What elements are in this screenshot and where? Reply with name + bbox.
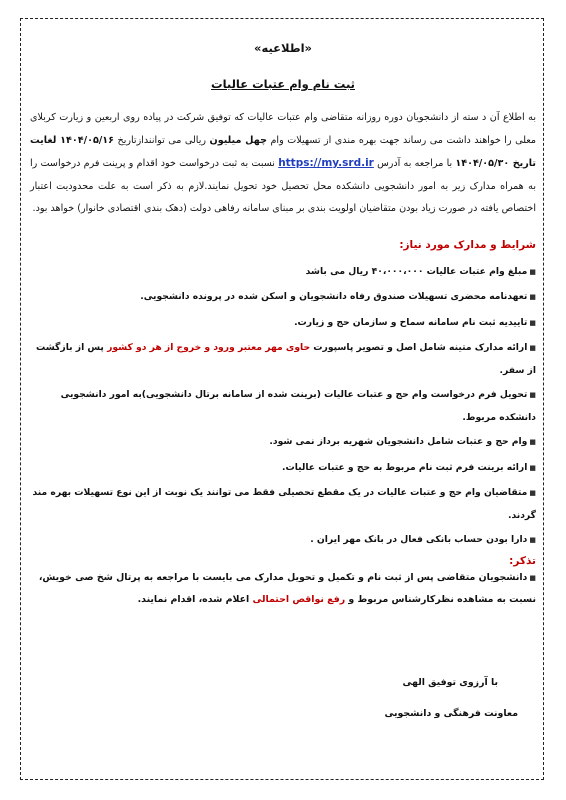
bullet-icon: ■: [529, 573, 536, 582]
bullet-icon: ■: [529, 463, 536, 472]
intro-paragraph: [30, 107, 536, 221]
intro-text-3: لغایت تاریخ: [30, 134, 536, 170]
bullet-icon: ■: [529, 318, 536, 327]
intro-text-4: با مراجعه به آدرس: [373, 158, 456, 170]
list-item: ■ارائه برینت فرم ثبت نام مربوط به حج و عتبات عالیات.: [281, 461, 536, 473]
start-date: ۱۴۰۴/۰۵/۱۶: [60, 134, 115, 146]
page-title: «اطلاعیه»: [254, 41, 312, 55]
closing-wish: با آرزوی توفیق الهی: [402, 676, 498, 688]
bullet-icon: ■: [529, 438, 536, 447]
list-item: ■دارا بودن حساب بانکی فعال در بانک مهر ایران .: [310, 534, 536, 546]
announcement: [30, 30, 536, 719]
end-date: ۱۴۰۴/۰۵/۳۰: [455, 158, 510, 170]
list-item: ■تحویل فرم درخواست وام حج و عتبات عالیات (برینت شده از سامانه برتال دانشجویی)به امور دانشجویی دانشکده مربوط.: [60, 389, 536, 423]
list-item: ■تاییدیه ثبت نام سامانه سماح و سازمان حج و زیارت.: [294, 316, 536, 328]
announcement-subtitle: ثبت نام وام عتبات عالیات: [211, 77, 355, 91]
bullet-icon: ■: [529, 344, 536, 353]
bullet-icon: ■: [529, 489, 536, 498]
requirements-heading: شرایط و مدارک مورد نیاز:: [399, 238, 536, 251]
bullet-icon: ■: [529, 267, 536, 276]
note-highlight: رفع نواقص احتمالی: [252, 593, 346, 605]
signature-department: معاونت فرهنگی و دانشجویی: [384, 707, 518, 719]
passport-stamp-note: حاوی مهر معتبر ورود و خروج از هر دو کشور: [107, 342, 311, 354]
intro-text-1: به اطلاع آن د سته از دانشجویان دوره روزانه متقاضی وام عتبات عالیات که توفیق شرکت در پیاده روی اربعین و زیارت کربلای معلی را خواهند داشت می رساند جهت بهره مندی از تسهیلات وام: [30, 112, 537, 146]
bullet-icon: ■: [529, 391, 536, 400]
list-item: ■ارائه مدارک متینه شامل اصل و تصویر پاسپورت حاوی مهر معتبر ورود و خروج از هر دو کشور پس از بازگشت از سفر.: [35, 342, 536, 376]
list-item: ■متقاضیان وام حج و عتبات عالیات در یک مقطع تحصیلی فقط می توانند یک نوبت از این نوع تسهیلات بهره مند گردند.: [32, 487, 536, 521]
list-item: ■تعهدنامه محضری تسهیلات صندوق رفاه دانشجویان و اسکن شده در پرونده دانشجویی.: [140, 291, 536, 303]
bullet-icon: ■: [529, 536, 536, 545]
intro-text-2: ریالی می توانندازتاریخ: [114, 134, 210, 146]
note-paragraph: ■دانشجویان متقاضی پس از ثبت نام و تکمیل و تحویل مدارک می بایست با مراجعه به پرتال شخ صی خویش، نسبت به مشاهده نظرکارشناس مربوط و رفع نواقص احتمالی اعلام شده، اقدام نمایند.: [38, 571, 536, 605]
list-item: ■مبلغ وام عتبات عالیات ۴۰،۰۰۰،۰۰۰ ریال می باشد: [305, 265, 536, 277]
bullet-icon: ■: [529, 293, 536, 302]
intro-text-5: نسبت به ثبت درخواست خود اقدام و پرینت فرم درخواست را به همراه مدارک زیر به امور دانشجویی دانشکده محل تحصیل خود تحویل نمایند.لازم به ذکر است به علت محدودیت اعتبار اختصاص یافته در صورت زیاد بودن متقاضیان اولویت بندی بر مبنای سامانه رفاهی دولت (دهک بندی اقتصادی خانوار) خواهد بود.: [30, 158, 536, 215]
note-heading: تذکر:: [509, 554, 536, 567]
portal-link[interactable]: https://my.srd.ir: [278, 157, 374, 170]
requirements-list: [30, 261, 536, 552]
list-item: ■وام حج و عتبات شامل دانشجویان شهریه برداز نمی شود.: [269, 436, 536, 448]
loan-amount: چهل میلیون: [209, 134, 267, 146]
